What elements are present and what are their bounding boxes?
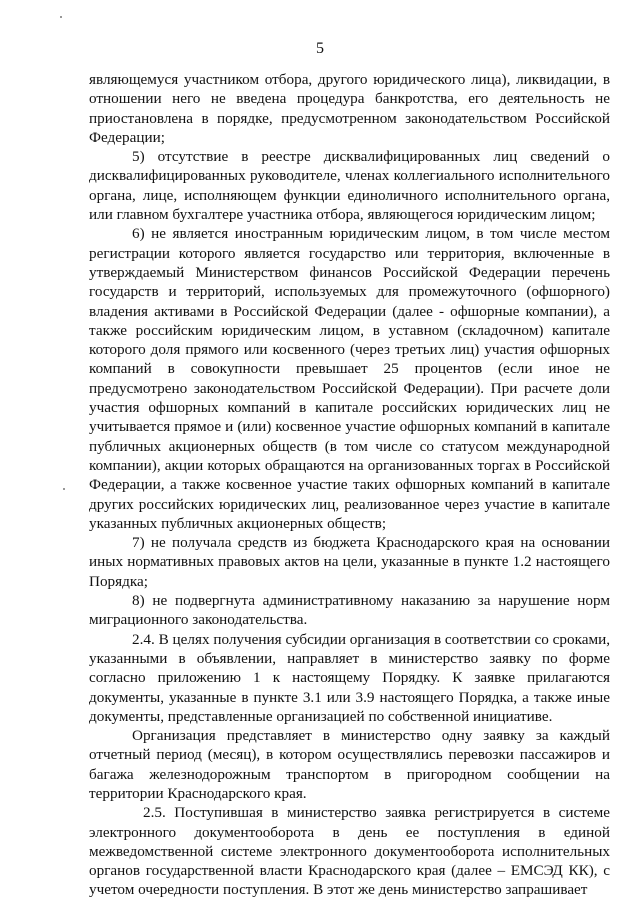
paragraph-item-7: 7) не получала средств из бюджета Краснодарского края на основании иных нормативных правовых актов на цели, указанные в пункте 1.2 настоящего Порядка;: [89, 534, 610, 590]
paragraph-item-6: 6) не является иностранным юридическим лицом, в том числе местом регистрации которого является государство или территория, включенные в утверждаемый Министерством финансов Российской Федерации перечень государств и территорий, используемых для промежуточного (офшорного) владения активами в Российской Федерации (далее - офшорные компании), а также российским юридическим лицом, в уставном (складочном) капитале которого доля прямого или косвенного (через третьих лиц) участия офшорных компаний в совокупности превышает 25 процентов (если иное не предусмотрено законодательством Российской Федерации). При расчете доли участия офшорных компаний в капитале российских юридических лиц не учитывается прямое и (или) косвенное участие офшорных компаний в капитале публичных акционерных обществ (в том числе со статусом международной компании), акции которых обращаются на организованных торгах в Российской Федерации, а также косвенное участие таких офшорных компаний в капитале других российских юридических лиц, реализованное через участие в капитале указанных публичных акционерных обществ;: [89, 225, 610, 532]
paragraph-2-5: 2.5. Поступившая в министерство заявка регистрируется в системе электронного документооборота в день ее поступления в единой межведомственной системе электронного документооборота исполнительных органов государственной власти Краснодарского края (далее – ЕМСЭД КК), с учетом очередности поступления. В этот же день министерство запрашивает: [89, 804, 610, 899]
scan-speck: [63, 488, 65, 490]
paragraph-2-4-note: Организация представляет в министерство одну заявку за каждый отчетный период (месяц), в котором осуществлялись перевозки пассажиров и багажа железнодорожным транспортом в пригородном сообщении на территории Краснодарского края.: [89, 727, 610, 802]
page-number: 5: [316, 40, 324, 57]
document-text: [89, 70, 610, 900]
paragraph-2-4: 2.4. В целях получения субсидии организация в соответствии со сроками, указанными в объявлении, направляет в министерство заявку по форме согласно приложению 1 к настоящему Порядку. К заявке прилагаются документы, указанные в пункте 3.1 или 3.9 настоящего Порядка, а также иные документы, представленные организацией по собственной инициативе.: [89, 630, 611, 725]
scan-speck: [60, 16, 62, 18]
paragraph-item-5: 5) отсутствие в реестре дисквалифицированных лиц сведений о дисквалифицированных руководителе, членах коллегиального исполнительного органа, лице, исполняющем функции единоличного исполнительного органа, или главном бухгалтере участника отбора, являющегося юридическим лицом;: [89, 148, 610, 224]
paragraph-continuation: являющемуся участником отбора, другого юридического лица), ликвидации, в отношении него не введена процедура банкротства, его деятельность не приостановлена в порядке, предусмотренном законодательством Российской Федерации;: [89, 71, 610, 146]
paragraph-item-8: 8) не подвергнута административному наказанию за нарушение норм миграционного законодательства.: [89, 592, 610, 629]
